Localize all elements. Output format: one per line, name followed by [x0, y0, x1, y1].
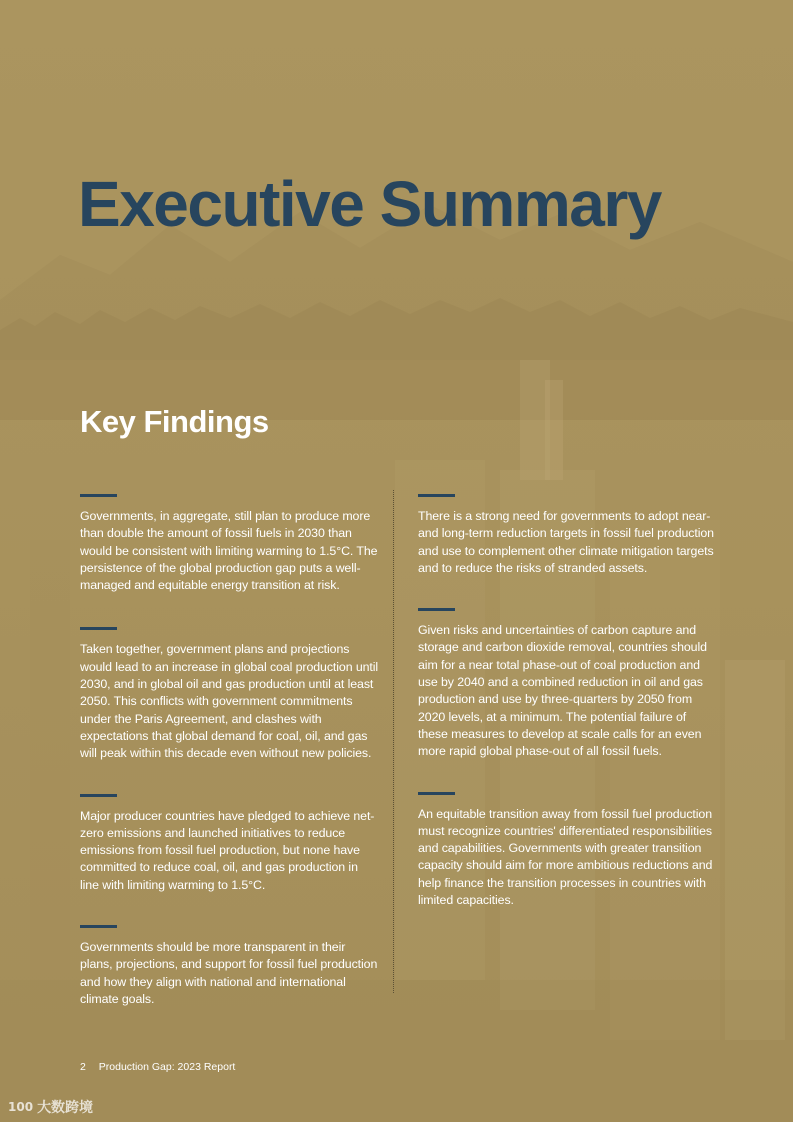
finding-rule [418, 494, 455, 497]
finding-text: Major producer countries have pledged to achieve net-zero emissions and launched initiatives to reduce emissions from fossil fuel production, but none have committed to reduce coal, oil, and gas production in line with limiting warming to 1.5°C. [80, 808, 375, 892]
finding-item [80, 627, 380, 762]
page-number: 2 [80, 1061, 86, 1073]
finding-item [80, 794, 380, 894]
page-footer [80, 1060, 235, 1074]
finding-rule [80, 794, 117, 797]
finding-text: An equitable transition away from fossil fuel production must recognize countries' differentiated responsibilities and capabilities. Governments with greater transition capacity should aim for more ambitious reductions and help finance the transition processes in countries with limited capacities. [418, 806, 713, 908]
finding-item [80, 494, 380, 594]
watermark-logo [8, 1097, 93, 1117]
finding-item [418, 608, 718, 760]
finding-text: There is a strong need for governments to adopt near- and long-term reduction targets in fossil fuel production and use to complement other climate mitigation targets and to reduce the risks of stranded assets. [418, 509, 714, 575]
finding-rule [80, 627, 117, 630]
finding-text: Governments should be more transparent in their plans, projections, and support for fossil fuel production and how they align with national and international climate goals. [80, 940, 378, 1006]
column-divider [393, 490, 394, 993]
finding-item [80, 925, 380, 1008]
finding-item [418, 494, 718, 577]
finding-text: Taken together, government plans and projections would lead to an increase in global coal production until 2030, and in global oil and gas production until at least 2050. This conflicts with government commitments under the Paris Agreement, and clashes with expectations that global demand for coal, oil, and gas will peak within this decade even without new policies. [80, 642, 379, 761]
watermark-text: 大数跨境 [37, 1100, 94, 1116]
findings-right-column [418, 494, 718, 909]
finding-rule [80, 925, 117, 928]
watermark-mark: 100 [8, 1100, 34, 1114]
findings-left-column [80, 494, 380, 1008]
finding-text: Governments, in aggregate, still plan to produce more than double the amount of fossil fuels in 2030 than would be consistent with limiting warming to 1.5°C. The persistence of the global production gap puts a well-managed and equitable energy transition at risk. [80, 509, 378, 593]
finding-rule [80, 494, 117, 497]
finding-item [418, 792, 718, 910]
finding-text: Given risks and uncertainties of carbon capture and storage and carbon dioxide removal, countries should aim for a near total phase-out of coal production and use by 2040 and a combined reduction in oil and gas production and use by three-quarters by 2050 from 2020 levels, at a minimum. The potential failure of these measures to develop at scale calls for an even more rapid global phase-out of all fossil fuels. [418, 623, 707, 759]
page-title: Executive Summary [78, 168, 661, 240]
finding-rule [418, 608, 455, 611]
section-heading: Key Findings [80, 404, 269, 439]
finding-rule [418, 792, 455, 795]
publication-title: Production Gap: 2023 Report [98, 1061, 236, 1073]
